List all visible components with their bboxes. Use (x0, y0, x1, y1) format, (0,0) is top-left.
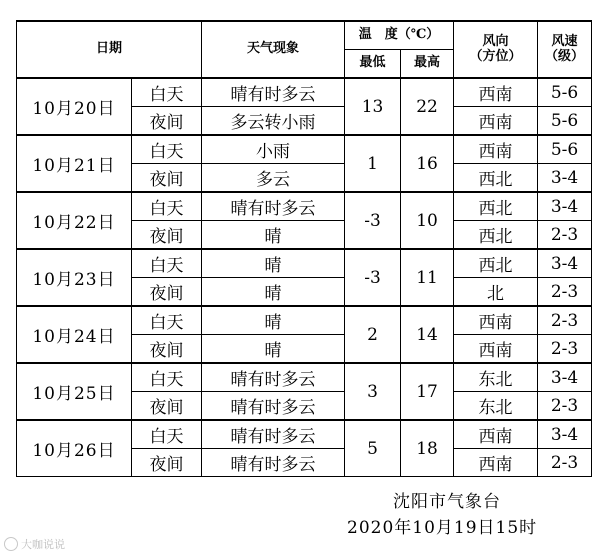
weather-cell: 多云转小雨 (202, 107, 345, 136)
table-row (17, 420, 592, 449)
header-temp-min: 最低 (345, 50, 401, 79)
period-label: 夜间 (132, 449, 202, 477)
period-label: 白天 (132, 78, 202, 107)
wind-direction-cell: 西南 (454, 420, 538, 449)
date-cell: 10月25日 (17, 363, 132, 420)
wind-speed-cell: 3-4 (538, 249, 592, 278)
table-row (17, 363, 592, 392)
wind-direction-cell: 西南 (454, 135, 538, 164)
wind-speed-cell: 3-4 (538, 363, 592, 392)
period-label: 白天 (132, 192, 202, 221)
wind-direction-cell: 西北 (454, 192, 538, 221)
weather-cell: 晴有时多云 (202, 449, 345, 477)
period-label: 夜间 (132, 107, 202, 136)
forecast-body (17, 78, 592, 477)
period-label: 夜间 (132, 221, 202, 250)
wind-direction-cell: 西北 (454, 249, 538, 278)
date-cell: 10月21日 (17, 135, 132, 192)
wind-speed-cell: 5-6 (538, 107, 592, 136)
date-cell: 10月23日 (17, 249, 132, 306)
temp-min-cell: 1 (345, 135, 401, 192)
wind-direction-cell: 西南 (454, 78, 538, 107)
wind-speed-cell: 2-3 (538, 392, 592, 421)
period-label: 白天 (132, 420, 202, 449)
temp-min-cell: 5 (345, 420, 401, 477)
period-label: 白天 (132, 306, 202, 335)
issuing-organization: 沈阳市气象台 (393, 492, 501, 512)
period-label: 夜间 (132, 278, 202, 307)
temp-max-cell: 22 (401, 78, 454, 135)
weather-cell: 晴有时多云 (202, 420, 345, 449)
wind-direction-cell: 西北 (454, 164, 538, 193)
temp-max-cell: 10 (401, 192, 454, 249)
wind-speed-cell: 5-6 (538, 135, 592, 164)
temp-min-cell: 3 (345, 363, 401, 420)
table-row (17, 78, 592, 107)
header-date: 日期 (17, 21, 202, 78)
weather-cell: 晴有时多云 (202, 192, 345, 221)
weather-cell: 晴 (202, 278, 345, 307)
header-wind-direction: 风向 （方位） (454, 21, 538, 78)
temp-max-cell: 14 (401, 306, 454, 363)
wind-speed-cell: 2-3 (538, 335, 592, 364)
forecast-table (16, 20, 592, 477)
temp-min-cell: -3 (345, 249, 401, 306)
weather-cell: 晴 (202, 335, 345, 364)
weather-cell: 晴有时多云 (202, 363, 345, 392)
table-row (17, 135, 592, 164)
weather-cell: 晴有时多云 (202, 78, 345, 107)
header-wind-speed: 风速 （级） (538, 21, 592, 78)
temp-max-cell: 11 (401, 249, 454, 306)
wind-direction-cell: 东北 (454, 392, 538, 421)
wind-direction-cell: 西南 (454, 449, 538, 477)
weather-cell: 多云 (202, 164, 345, 193)
watermark-text: 大咖说说 (21, 538, 65, 551)
temp-max-cell: 16 (401, 135, 454, 192)
weather-cell: 小雨 (202, 135, 345, 164)
wind-direction-cell: 西南 (454, 335, 538, 364)
period-label: 夜间 (132, 164, 202, 193)
weather-cell: 晴有时多云 (202, 392, 345, 421)
weather-cell: 晴 (202, 221, 345, 250)
watermark (4, 536, 65, 552)
date-cell: 10月22日 (17, 192, 132, 249)
wind-direction-cell: 东北 (454, 363, 538, 392)
wind-speed-cell: 2-3 (538, 449, 592, 477)
period-label: 夜间 (132, 392, 202, 421)
period-label: 白天 (132, 135, 202, 164)
temp-min-cell: -3 (345, 192, 401, 249)
temp-min-cell: 13 (345, 78, 401, 135)
wind-speed-cell: 2-3 (538, 306, 592, 335)
wind-direction-cell: 西北 (454, 221, 538, 250)
table-row (17, 306, 592, 335)
table-row (17, 249, 592, 278)
wind-speed-cell: 2-3 (538, 278, 592, 307)
header-temperature: 温 度（℃） (345, 21, 454, 50)
wind-speed-cell: 5-6 (538, 78, 592, 107)
header-weather: 天气现象 (202, 21, 345, 78)
wind-direction-cell: 北 (454, 278, 538, 307)
temp-min-cell: 2 (345, 306, 401, 363)
weather-cell: 晴 (202, 249, 345, 278)
wind-speed-cell: 3-4 (538, 164, 592, 193)
period-label: 夜间 (132, 335, 202, 364)
watermark-logo-icon (4, 537, 18, 551)
weather-cell: 晴 (202, 306, 345, 335)
wind-speed-cell: 2-3 (538, 221, 592, 250)
period-label: 白天 (132, 249, 202, 278)
wind-direction-cell: 西南 (454, 306, 538, 335)
date-cell: 10月26日 (17, 420, 132, 477)
date-cell: 10月20日 (17, 78, 132, 135)
table-row (17, 192, 592, 221)
date-cell: 10月24日 (17, 306, 132, 363)
wind-direction-cell: 西南 (454, 107, 538, 136)
period-label: 白天 (132, 363, 202, 392)
temp-max-cell: 18 (401, 420, 454, 477)
wind-speed-cell: 3-4 (538, 192, 592, 221)
header-temp-max: 最高 (401, 50, 454, 79)
issue-time: 2020年10月19日15时 (347, 518, 538, 538)
temp-max-cell: 17 (401, 363, 454, 420)
wind-speed-cell: 3-4 (538, 420, 592, 449)
